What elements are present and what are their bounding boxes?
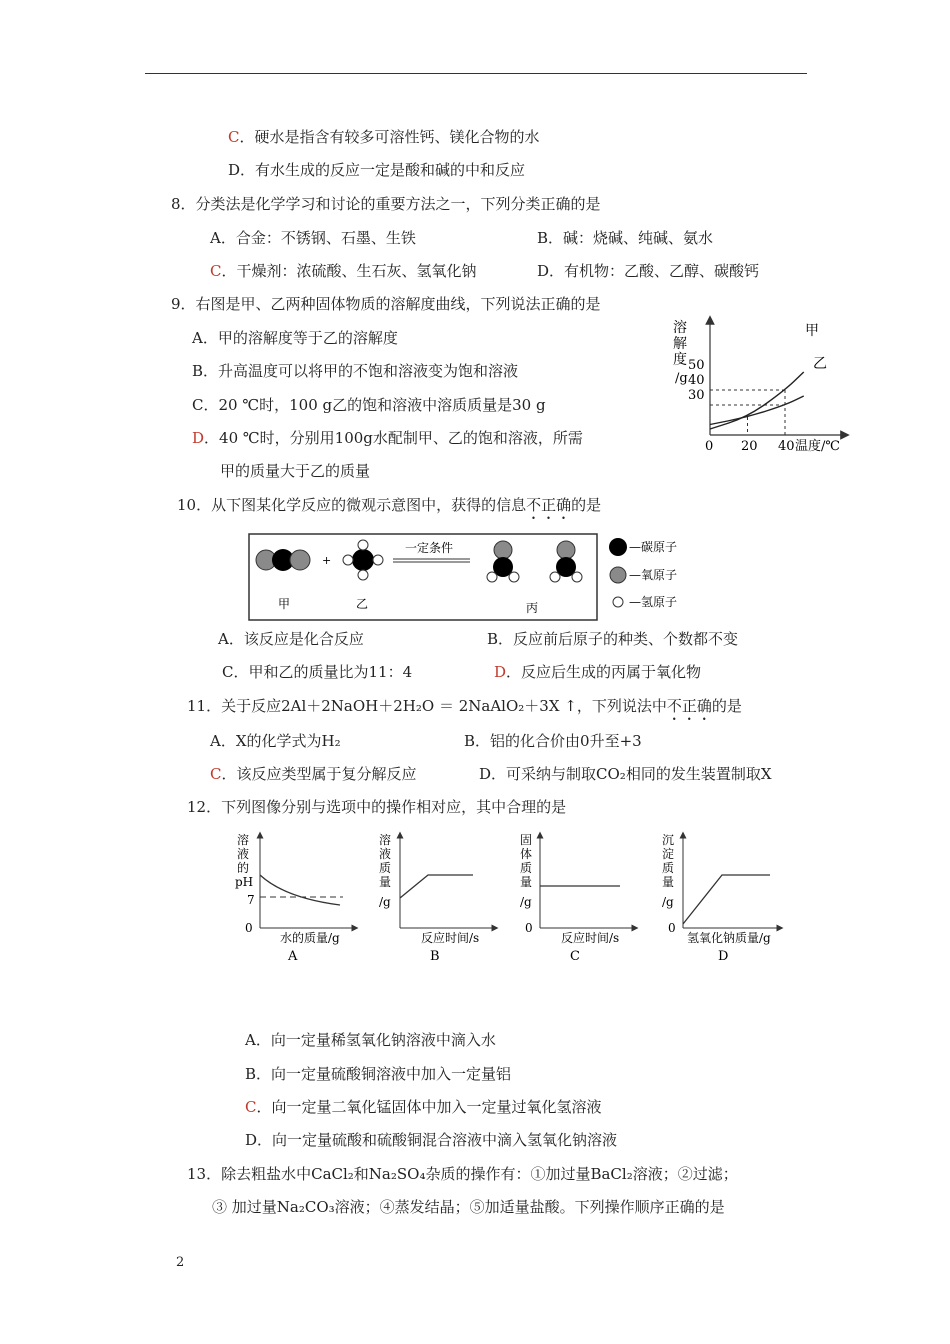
svg-text:的: 的 xyxy=(237,861,250,875)
y-tick-40: 40 xyxy=(688,373,705,388)
hydrogen-atom xyxy=(487,572,497,582)
svg-text:质: 质 xyxy=(520,861,533,875)
ylabel-char: 解 xyxy=(673,336,687,352)
solubility-chart xyxy=(665,310,875,455)
label-bing: 丙 xyxy=(526,601,539,615)
x-tick-0: 0 xyxy=(705,439,714,454)
svg-text:/g: /g xyxy=(520,895,532,909)
page-number: 2 xyxy=(176,1255,185,1270)
ylabel-unit: /g xyxy=(675,371,688,386)
svg-text:B: B xyxy=(430,949,440,964)
svg-text:水的质量/g: 水的质量/g xyxy=(280,931,340,945)
q12-option-b: B．向一定量硫酸铜溶液中加入一定量铝 xyxy=(245,1065,512,1083)
ylabel-char: 度 xyxy=(673,352,687,368)
q12-option-d: D．向一定量硫酸和硫酸铜混合溶液中滴入氢氧化钠溶液 xyxy=(245,1131,618,1149)
svg-text:C: C xyxy=(570,949,580,964)
q12-option-c: C．向一定量二氧化锰固体中加入一定量过氧化氢溶液 xyxy=(245,1098,602,1116)
label-yi: 乙 xyxy=(356,597,369,611)
q10-option-c: C．甲和乙的质量比为11：4 xyxy=(222,663,413,681)
q8-stem: 8．分类法是化学学习和讨论的重要方法之一，下列分类正确的是 xyxy=(171,195,601,213)
series-curve-jia xyxy=(710,372,804,429)
legend-oxygen: —氧原子 xyxy=(629,568,678,582)
svg-text:淀: 淀 xyxy=(662,847,675,861)
svg-text:体: 体 xyxy=(520,847,533,861)
svg-text:质: 质 xyxy=(379,861,392,875)
hydrogen-atom xyxy=(509,572,519,582)
oxygen-atom xyxy=(494,541,512,559)
x-tick-40: 40 xyxy=(778,439,795,454)
label-jia: 甲 xyxy=(278,597,291,611)
svg-text:溶: 溶 xyxy=(237,833,250,847)
svg-text:/g: /g xyxy=(379,895,391,909)
x-axis-label: 温度/℃ xyxy=(795,439,840,454)
q9-option-a: A．甲的溶解度等于乙的溶解度 xyxy=(192,329,398,347)
carbon-atom xyxy=(352,549,374,571)
q11-option-d: D．可采纳与制取CO₂相同的发生装置制取X xyxy=(479,765,772,783)
curve-b xyxy=(400,875,473,898)
q9-option-d-cont: 甲的质量大于乙的质量 xyxy=(220,462,371,480)
svg-text:/g: /g xyxy=(662,895,674,909)
q7-option-c: C．硬水是指含有较多可溶性钙、镁化合物的水 xyxy=(228,128,540,146)
svg-text:固: 固 xyxy=(520,833,533,847)
hydrogen-atom xyxy=(343,555,353,565)
svg-text:0: 0 xyxy=(525,921,533,935)
plus-sign: + xyxy=(322,554,332,567)
legend-carbon: —碳原子 xyxy=(629,540,678,554)
curve-d xyxy=(683,875,770,924)
svg-text:D: D xyxy=(718,949,729,964)
svg-text:液: 液 xyxy=(379,847,392,861)
q11-option-c: C．该反应类型属于复分解反应 xyxy=(210,765,417,783)
svg-text:pH: pH xyxy=(235,875,254,889)
svg-text:A: A xyxy=(288,949,298,964)
header-rule xyxy=(145,73,807,74)
q8-option-b: B．碱：烧碱、纯碱、氨水 xyxy=(537,229,714,247)
oxygen-atom xyxy=(557,541,575,559)
q9-option-c: C．20 ℃时，100 g乙的饱和溶液中溶质质量是30 g xyxy=(192,396,546,414)
q13-line1: 13．除去粗盐水中CaCl₂和Na₂SO₄杂质的操作有：①加过量BaCl₂溶液；②过滤； xyxy=(187,1165,738,1183)
q12-option-a: A．向一定量稀氢氧化钠溶液中滴入水 xyxy=(245,1031,496,1049)
hydrogen-atom xyxy=(358,570,368,580)
legend-oxygen-swatch xyxy=(610,567,626,583)
y-tick-30: 30 xyxy=(688,388,705,403)
q12-stem: 12．下列图像分别与选项中的操作相对应，其中合理的是 xyxy=(187,798,567,816)
svg-text:反应时间/s: 反应时间/s xyxy=(561,931,620,945)
svg-text:0: 0 xyxy=(245,921,253,935)
q8-option-d: D．有机物：乙酸、乙醇、碳酸钙 xyxy=(537,262,760,280)
legend-hydrogen: —氢原子 xyxy=(629,595,678,609)
q9-stem: 9．右图是甲、乙两种固体物质的溶解度曲线，下列说法正确的是 xyxy=(171,295,601,313)
x-tick-20: 20 xyxy=(741,439,758,454)
reaction-diagram xyxy=(248,530,688,625)
legend-hydrogen-swatch xyxy=(613,597,623,607)
hydrogen-atom xyxy=(572,572,582,582)
svg-text:溶: 溶 xyxy=(379,833,392,847)
legend-carbon-swatch xyxy=(609,538,627,556)
svg-text:量: 量 xyxy=(662,875,675,889)
reaction-condition: 一定条件 xyxy=(405,541,454,555)
graph-d xyxy=(662,833,780,964)
q13-line2: ③ 加过量Na₂CO₃溶液；④蒸发结晶；⑤加适量盐酸。下列操作顺序正确的是 xyxy=(212,1198,725,1216)
oxygen-atom xyxy=(290,550,310,570)
q11-option-b: B．铝的化合价由0升至+3 xyxy=(464,732,642,750)
hydrogen-atom xyxy=(550,572,560,582)
q11-option-a: A．X的化学式为H₂ xyxy=(210,732,341,750)
q7-option-d: D．有水生成的反应一定是酸和碱的中和反应 xyxy=(228,161,526,179)
svg-text:7: 7 xyxy=(247,893,255,907)
svg-text:沉: 沉 xyxy=(662,833,675,847)
q10-stem: 10．从下图某化学反应的微观示意图中，获得的信息不正确的是 xyxy=(177,496,602,514)
y-tick-50: 50 xyxy=(688,358,705,373)
graph-c xyxy=(520,833,635,964)
svg-text:氢氧化钠质量/g: 氢氧化钠质量/g xyxy=(687,931,771,945)
svg-text:液: 液 xyxy=(237,847,250,861)
q8-option-a: A．合金：不锈钢、石墨、生铁 xyxy=(210,229,416,247)
q10-option-d: D．反应后生成的丙属于氧化物 xyxy=(494,663,702,681)
graph-a xyxy=(235,832,355,964)
series-label-jia: 甲 xyxy=(805,323,819,339)
solubility-marks xyxy=(710,372,804,435)
svg-text:量: 量 xyxy=(379,875,392,889)
q9-option-d: D．40 ℃时，分别用100g水配制甲、乙的饱和溶液，所需 xyxy=(192,429,583,447)
q12-graphs xyxy=(225,830,805,965)
svg-text:质: 质 xyxy=(662,861,675,875)
q9-option-b: B．升高温度可以将甲的不饱和溶液变为饱和溶液 xyxy=(192,362,519,380)
curve-a xyxy=(260,875,340,905)
svg-text:反应时间/s: 反应时间/s xyxy=(421,931,480,945)
hydrogen-atom xyxy=(358,540,368,550)
graph-b xyxy=(379,832,495,964)
svg-text:量: 量 xyxy=(520,875,533,889)
svg-text:0: 0 xyxy=(668,921,676,935)
hydrogen-atom xyxy=(373,555,383,565)
series-label-yi: 乙 xyxy=(813,356,827,372)
q11-stem: 11．关于反应2Al＋2NaOH＋2H₂O ＝ 2NaAlO₂＋3X ↑，下列说法中不正确的是 xyxy=(187,697,742,715)
ylabel-char: 溶 xyxy=(673,320,687,336)
q10-option-a: A．该反应是化合反应 xyxy=(218,630,364,648)
q10-option-b: B．反应前后原子的种类、个数都不变 xyxy=(487,630,739,648)
q8-option-c: C．干燥剂：浓硫酸、生石灰、氢氧化钠 xyxy=(210,262,477,280)
